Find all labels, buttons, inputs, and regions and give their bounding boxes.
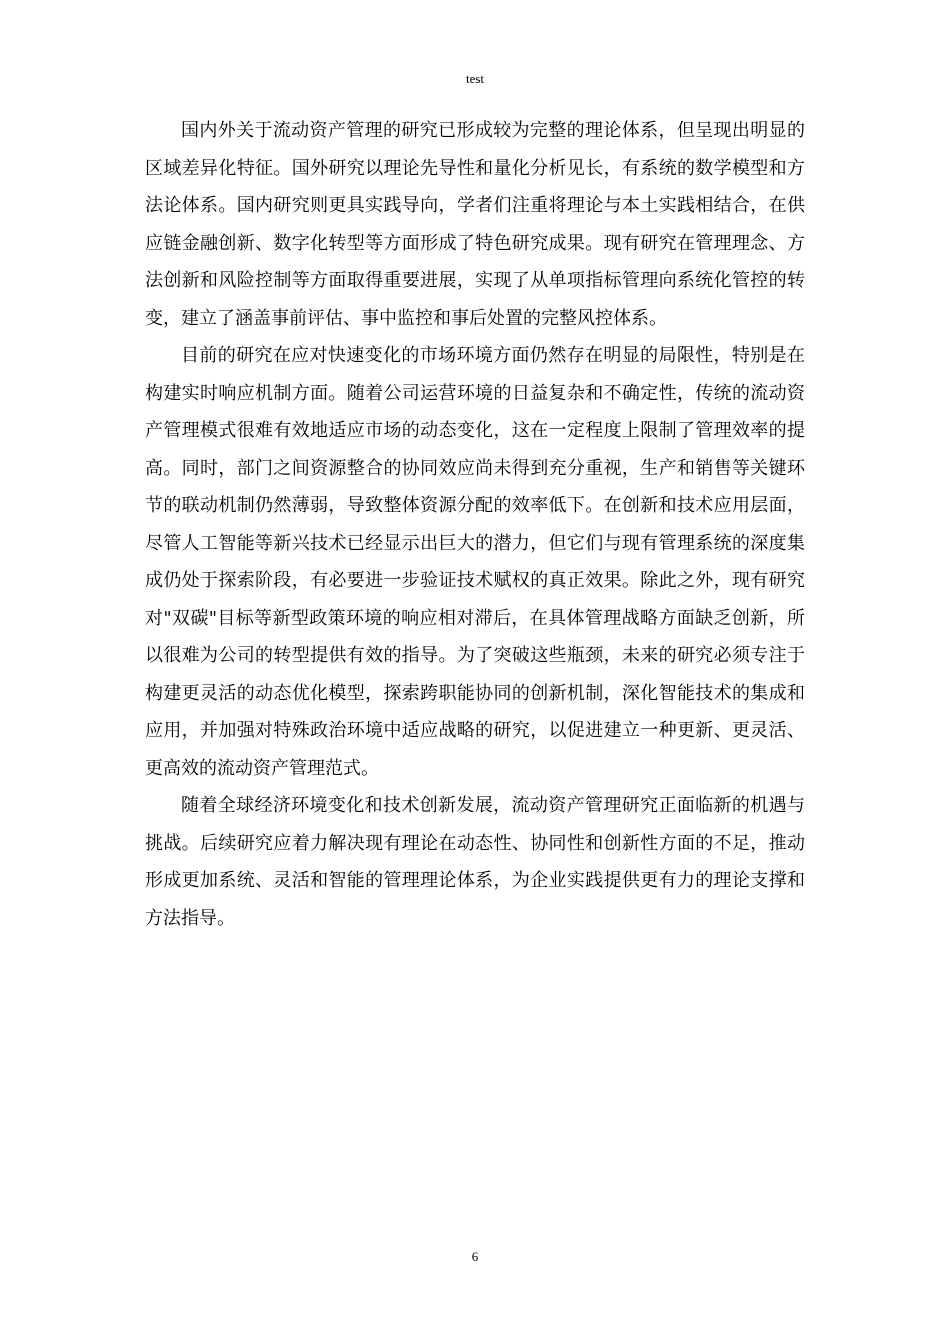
- header-title: test: [465, 71, 485, 86]
- page-header: [0, 70, 950, 88]
- document-body: [145, 112, 805, 937]
- page-number: 6: [471, 1249, 479, 1264]
- paragraph-3: 随着全球经济环境变化和技术创新发展，流动资产管理研究正面临新的机遇与挑战。后续研究应着力解决现有理论在动态性、协同性和创新性方面的不足，推动形成更加系统、灵活和智能的管理理论体系，为企业实践提供更有力的理论支撑和方法指导。: [145, 795, 805, 929]
- paragraph-2: 目前的研究在应对快速变化的市场环境方面仍然存在明显的局限性，特别是在构建实时响应机制方面。随着公司运营环境的日益复杂和不确定性，传统的流动资产管理模式很难有效地适应市场的动态变化，这在一定程度上限制了管理效率的提高。同时，部门之间资源整合的协同效应尚未得到充分重视，生产和销售等关键环节的联动机制仍然薄弱，导致整体资源分配的效率低下。在创新和技术应用层面，尽管人工智能等新兴技术已经显示出巨大的潜力，但它们与现有管理系统的深度集成仍处于探索阶段，有必要进一步验证技术赋权的真正效果。除此之外，现有研究对"双碳"目标等新型政策环境的响应相对滞后，在具体管理战略方面缺乏创新，所以很难为公司的转型提供有效的指导。为了突破这些瓶颈，未来的研究必须专注于构建更灵活的动态优化模型，探索跨职能协同的创新机制，深化智能技术的集成和应用，并加强对特殊政治环境中适应战略的研究，以促进建立一种更新、更灵活、更高效的流动资产管理范式。: [145, 345, 805, 779]
- paragraph-1: 国内外关于流动资产管理的研究已形成较为完整的理论体系，但呈现出明显的区域差异化特征。国外研究以理论先导性和量化分析见长，有系统的数学模型和方法论体系。国内研究则更具实践导向，学者们注重将理论与本土实践相结合，在供应链金融创新、数字化转型等方面形成了特色研究成果。现有研究在管理理念、方法创新和风险控制等方面取得重要进展，实现了从单项指标管理向系统化管控的转变，建立了涵盖事前评估、事中监控和事后处置的完整风控体系。: [145, 120, 805, 329]
- page-footer: [0, 1248, 950, 1266]
